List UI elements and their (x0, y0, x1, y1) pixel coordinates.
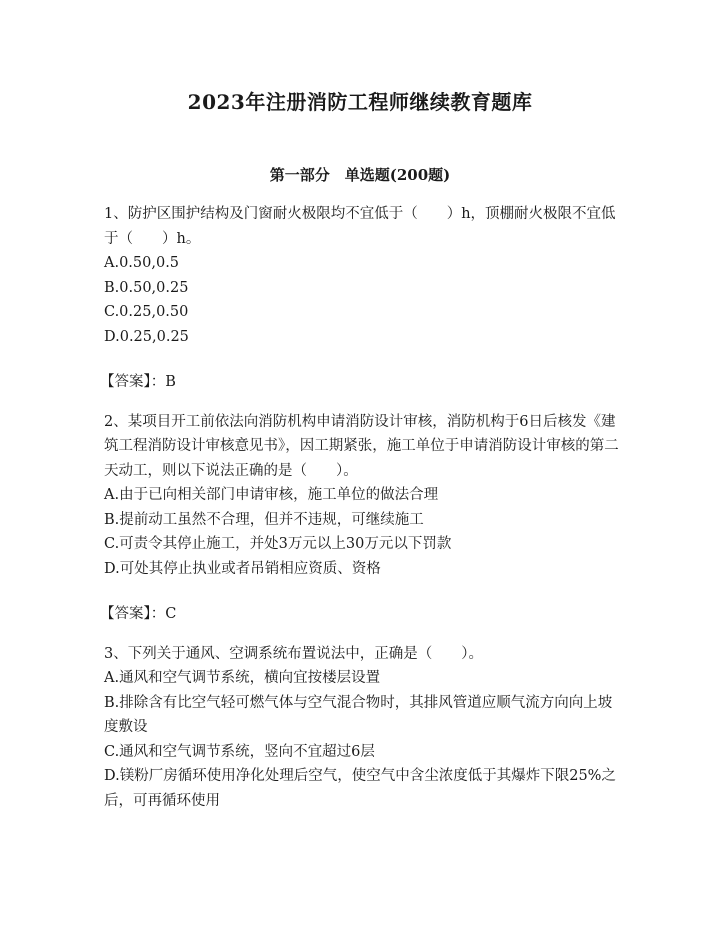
question-stem: 2、某项目开工前依法向消防机构申请消防设计审核，消防机构于6日后核发《建筑工程消防设计审核意见书》，因工期紧张，施工单位于申请消防设计审核的第二天动工，则以下说法正确的是（ ）。 (104, 413, 619, 479)
question-stem: 1、防护区围护结构及门窗耐火极限均不宜低于（ ）h，顶棚耐火极限不宜低于（ ）h。 (104, 206, 616, 247)
question-3 (104, 642, 624, 814)
option-d: D.可处其停止执业或者吊销相应资质、资格 (104, 560, 381, 577)
question-list (100, 202, 624, 813)
question-stem: 3、下列关于通风、空调系统布置说法中，正确是（ ）。 (104, 645, 483, 662)
question-1 (100, 202, 624, 395)
section-title: 第一部分 单选题(200题) (269, 166, 451, 184)
option-a: A.由于已向相关部门申请审核，施工单位的做法合理 (104, 487, 439, 503)
answer-label: 【答案】：C (100, 606, 177, 622)
option-b: B.提前动工虽然不合理，但并不违规，可继续施工 (104, 511, 424, 528)
option-c: C.可责令其停止施工，并处3万元以上30万元以下罚款 (104, 536, 452, 552)
option-b: B.排除含有比空气轻可燃气体与空气混合物时，其排风管道应顺气流方向向上坡度敷设 (104, 694, 613, 735)
answer-label: 【答案】：B (100, 374, 176, 390)
option-c: C.0.25,0.50 (104, 304, 189, 320)
option-d: D.镁粉厂房循环使用净化处理后空气，使空气中含尘浓度低于其爆炸下限25%之后，可再循环使用 (104, 768, 616, 809)
option-c: C.通风和空气调节系统，竖向不宜超过6层 (104, 743, 375, 760)
question-2 (100, 410, 624, 627)
option-a: A.通风和空气调节系统，横向宜按楼层设置 (104, 670, 381, 686)
option-d: D.0.25,0.25 (104, 328, 189, 345)
option-a: A.0.50,0.5 (104, 255, 180, 271)
option-b: B.0.50,0.25 (104, 279, 189, 296)
document-title: 2023年注册消防工程师继续教育题库 (187, 90, 533, 114)
